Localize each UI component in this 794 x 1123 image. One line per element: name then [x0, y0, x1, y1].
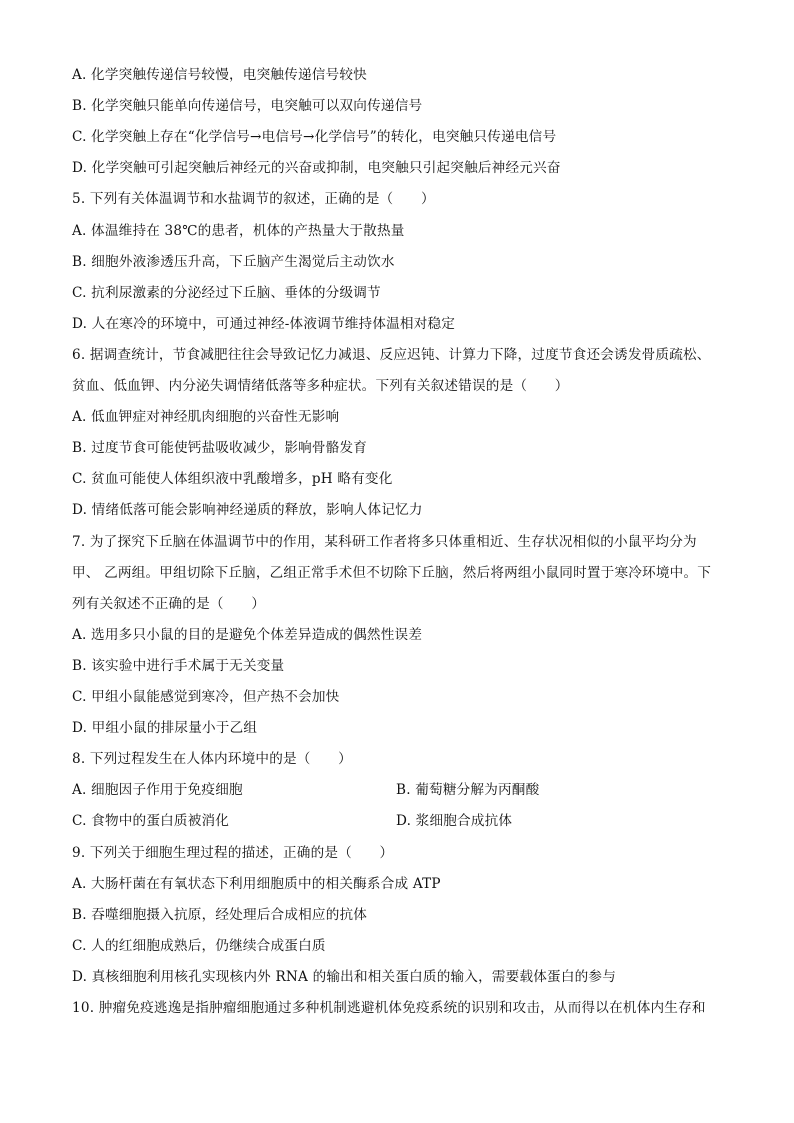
text-line: 贫血、低血钾、内分泌失调情绪低落等多种症状。下列有关叙述错误的是（ ） [72, 378, 569, 394]
question-stem: 6. 据调查统计，节食减肥往往会导致记忆力减退、反应迟钝、计算力下降，过度节食还会诱发骨质疏松、 [72, 346, 711, 363]
text-line: C. 抗利尿激素的分泌经过下丘脑、垂体的分级调节 [72, 284, 381, 301]
question-stem: 8. 下列过程发生在人体内环境中的是（ ） [72, 751, 352, 768]
text-line: 列有关叙述不正确的是（ ） [72, 595, 266, 612]
text-line: B. 化学突触只能单向传递信号，电突触可以双向传递信号 [72, 98, 423, 115]
text-line: D. 真核细胞利用核孔实现核内外 RNA 的输出和相关蛋白质的输入，需要载体蛋白的参与 [72, 968, 617, 985]
text-line: D. 情绪低落可能会影响神经递质的释放，影响人体记忆力 [72, 502, 423, 519]
question-stem: 5. 下列有关体温调节和水盐调节的叙述，正确的是（ ） [72, 191, 435, 208]
question-stem: 9. 下列关于细胞生理过程的描述，正确的是（ ） [72, 844, 394, 861]
question-stem: 7. 为了探究下丘脑在体温调节中的作用，某科研工作者将多只体重相近、生存状况相似的小鼠平均分为 [72, 533, 697, 550]
option-text: A. 细胞因子作用于免疫细胞 [72, 782, 243, 799]
text-line: C. 人的红细胞成熟后，仍继续合成蛋白质 [72, 937, 326, 954]
text-line: A. 体温维持在 38℃的患者，机体的产热量大于散热量 [72, 222, 405, 239]
text-line: D. 人在寒冷的环境中，可通过神经-体液调节维持体温相对稳定 [72, 315, 456, 332]
text-line: B. 吞噬细胞摄入抗原，经处理后合成相应的抗体 [72, 906, 368, 923]
option-text: D. 浆细胞合成抗体 [396, 813, 513, 830]
question-stem: 10. 肿瘤免疫逃逸是指肿瘤细胞通过多种机制逃避机体免疫系统的识别和攻击，从而得以在机体内生存和 [72, 1000, 706, 1016]
text-line: A. 低血钾症对神经肌肉细胞的兴奋性无影响 [72, 409, 340, 426]
text-line: B. 细胞外液渗透压升高，下丘脑产生渴觉后主动饮水 [72, 253, 395, 270]
text-line: D. 化学突触可引起突触后神经元的兴奋或抑制，电突触只引起突触后神经元兴奋 [72, 160, 561, 177]
text-line: D. 甲组小鼠的排尿量小于乙组 [72, 720, 258, 737]
text-line: A. 化学突触传递信号较慢，电突触传递信号较快 [72, 67, 367, 83]
text-line: A. 选用多只小鼠的目的是避免个体差异造成的偶然性误差 [72, 626, 423, 643]
option-text: C. 食物中的蛋白质被消化 [72, 813, 230, 830]
text-line: B. 该实验中进行手术属于无关变量 [72, 657, 285, 674]
text-line: A. 大肠杆菌在有氧状态下利用细胞质中的相关酶系合成 ATP [72, 875, 441, 892]
option-text: B. 葡萄糖分解为丙酮酸 [396, 782, 540, 799]
text-line: C. 甲组小鼠能感觉到寒冷，但产热不会加快 [72, 689, 340, 705]
text-line: C. 化学突触上存在“化学信号→电信号→化学信号”的转化，电突触只传递电信号 [72, 129, 557, 146]
text-line: 甲、 乙两组。甲组切除下丘脑，乙组正常手术但不切除下丘脑，然后将两组小鼠同时置于寒冷环境中。下 [72, 564, 712, 581]
text-line: B. 过度节食可能使钙盐吸收减少，影响骨骼发育 [72, 440, 368, 457]
text-line: C. 贫血可能使人体组织液中乳酸增多，pH 略有变化 [72, 471, 393, 488]
